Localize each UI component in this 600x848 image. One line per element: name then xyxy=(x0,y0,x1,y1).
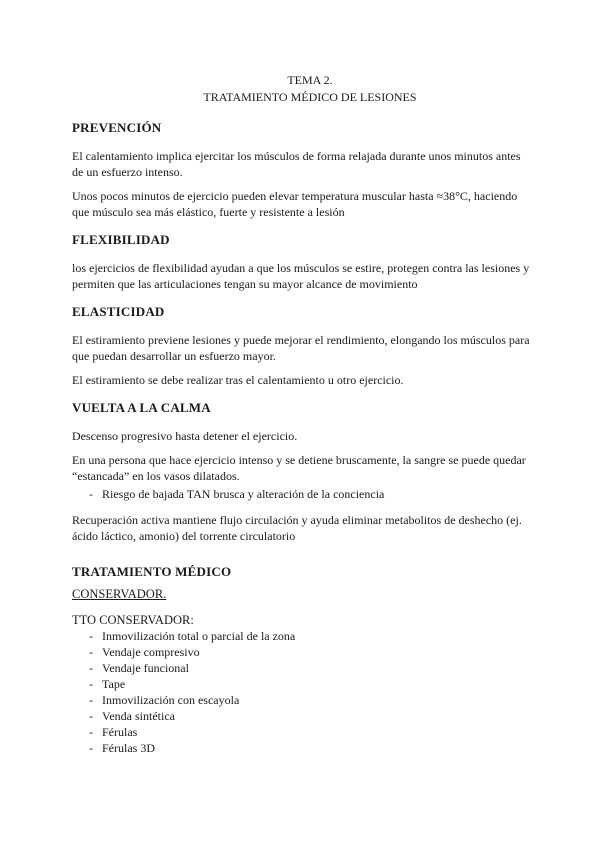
paragraph: En una persona que hace ejercicio intenso y se detiene bruscamente, la sangre se puede quedar “estancada” en los vasos dilatados. xyxy=(72,453,526,483)
list-item: - Férulas 3D xyxy=(72,740,532,756)
section-elasticidad xyxy=(72,304,532,388)
heading-vuelta-calma: VUELTA A LA CALMA xyxy=(72,400,211,415)
paragraph: El estiramiento se debe realizar tras el calentamiento u otro ejercicio. xyxy=(72,373,404,387)
subheading-conservador: CONSERVADOR. xyxy=(72,587,167,601)
list-item: - Inmovilización total o parcial de la zona xyxy=(72,628,532,644)
document-header xyxy=(0,72,600,106)
paragraph: Unos pocos minutos de ejercicio pueden elevar temperatura muscular hasta ≈38°C, haciendo que músculo sea más elástico, fuerte y resistente a lesión xyxy=(72,189,518,219)
list-item: - Venda sintética xyxy=(72,708,532,724)
heading-elasticidad: ELASTICIDAD xyxy=(72,304,165,319)
list-item: - Riesgo de bajada TAN brusca y alteración de la conciencia xyxy=(72,486,532,502)
treatment-list xyxy=(72,628,532,756)
list-item: - Vendaje compresivo xyxy=(72,644,532,660)
paragraph: Recuperación activa mantiene flujo circulación y ayuda eliminar metabolitos de deshecho (ej. ácido láctico, amonio) del torrente circulatorio xyxy=(72,513,522,543)
section-prevencion xyxy=(72,120,532,220)
tto-label: TTO CONSERVADOR: xyxy=(72,613,194,627)
list-item: - Vendaje funcional xyxy=(72,660,532,676)
paragraph: El calentamiento implica ejercitar los músculos de forma relajada durante unos minutos antes de un esfuerzo intenso. xyxy=(72,149,521,179)
heading-flexibilidad: FLEXIBILIDAD xyxy=(72,232,170,247)
paragraph: los ejercicios de flexibilidad ayudan a que los músculos se estire, protegen contra las lesiones y permiten que las articulaciones tengan su mayor alcance de movimiento xyxy=(72,261,530,291)
section-vuelta-calma xyxy=(72,400,532,544)
section-flexibilidad xyxy=(72,232,532,292)
document-body xyxy=(72,120,532,768)
section-tratamiento xyxy=(72,564,532,756)
topic-label: TEMA 2. xyxy=(287,73,333,87)
paragraph: Descenso progresivo hasta detener el ejercicio. xyxy=(72,429,298,443)
bullet-list xyxy=(72,486,532,502)
list-item: - Tape xyxy=(72,676,532,692)
list-item: - Inmovilización con escayola xyxy=(72,692,532,708)
document-title: TRATAMIENTO MÉDICO DE LESIONES xyxy=(203,90,417,104)
heading-tratamiento: TRATAMIENTO MÉDICO xyxy=(72,564,232,579)
list-item: - Férulas xyxy=(72,724,532,740)
paragraph: El estiramiento previene lesiones y puede mejorar el rendimiento, elongando los músculos para que puedan desarrollar un esfuerzo mayor. xyxy=(72,333,530,363)
heading-prevencion: PREVENCIÓN xyxy=(72,120,162,135)
